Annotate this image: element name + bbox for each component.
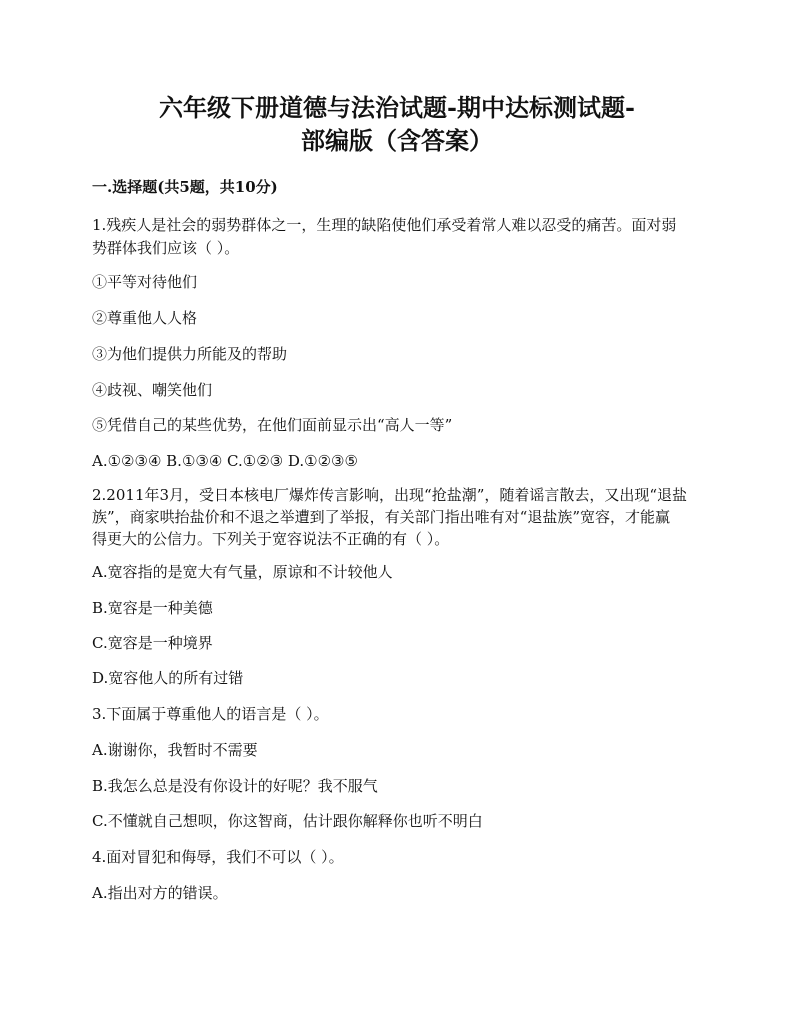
q1-options: A.①②③④ B.①③④ C.①②③ D.①②③⑤ (92, 452, 358, 470)
q2-option-d: D.宽容他人的所有过错 (92, 669, 244, 687)
q4-option-a: A.指出对方的错误。 (92, 884, 228, 902)
q3-option-b: B.我怎么总是没有你设计的好呢？我不服气 (92, 777, 378, 795)
q1-item-1: ①平等对待他们 (92, 273, 198, 291)
q2-option-b: B.宽容是一种美德 (92, 599, 213, 617)
q3-option-c: C.不懂就自己想呗，你这智商，估计跟你解释你也听不明白 (92, 812, 483, 830)
q2-option-c: C.宽容是一种境界 (92, 634, 213, 652)
q2-stem-line-2: 族”，商家哄抬盐价和不退之举遭到了举报，有关部门指出唯有对“退盐族”宽容，才能赢 (92, 508, 671, 526)
section-heading: 一.选择题(共5题，共10分) (92, 178, 278, 196)
q3-option-a: A.谢谢你，我暂时不需要 (92, 741, 258, 759)
document-title-line-2: 部编版（含答案） (301, 126, 493, 155)
q2-stem-line-1: 2.2011年3月，受日本核电厂爆炸传言影响，出现“抢盐潮”，随着谣言散去，又出现“退盐 (92, 486, 688, 504)
q2-option-a: A.宽容指的是宽大有气量，原谅和不计较他人 (92, 563, 393, 581)
q1-item-4: ④歧视、嘲笑他们 (92, 381, 213, 399)
q1-item-5: ⑤凭借自己的某些优势，在他们面前显示出“高人一等” (92, 416, 453, 434)
q1-stem-line-2: 势群体我们应该（ ）。 (92, 239, 240, 257)
document-title-line-1: 六年级下册道德与法治试题-期中达标测试题- (159, 93, 635, 122)
q4-stem: 4.面对冒犯和侮辱，我们不可以（ ）。 (92, 848, 344, 866)
q3-stem: 3.下面属于尊重他人的语言是（ ）。 (92, 705, 329, 723)
q1-item-2: ②尊重他人人格 (92, 309, 198, 327)
q1-item-3: ③为他们提供力所能及的帮助 (92, 345, 288, 363)
q1-stem-line-1: 1.残疾人是社会的弱势群体之一，生理的缺陷使他们承受着常人难以忍受的痛苦。面对弱 (92, 216, 677, 234)
q2-stem-line-3: 得更大的公信力。下列关于宽容说法不正确的有（ ）。 (92, 530, 450, 548)
